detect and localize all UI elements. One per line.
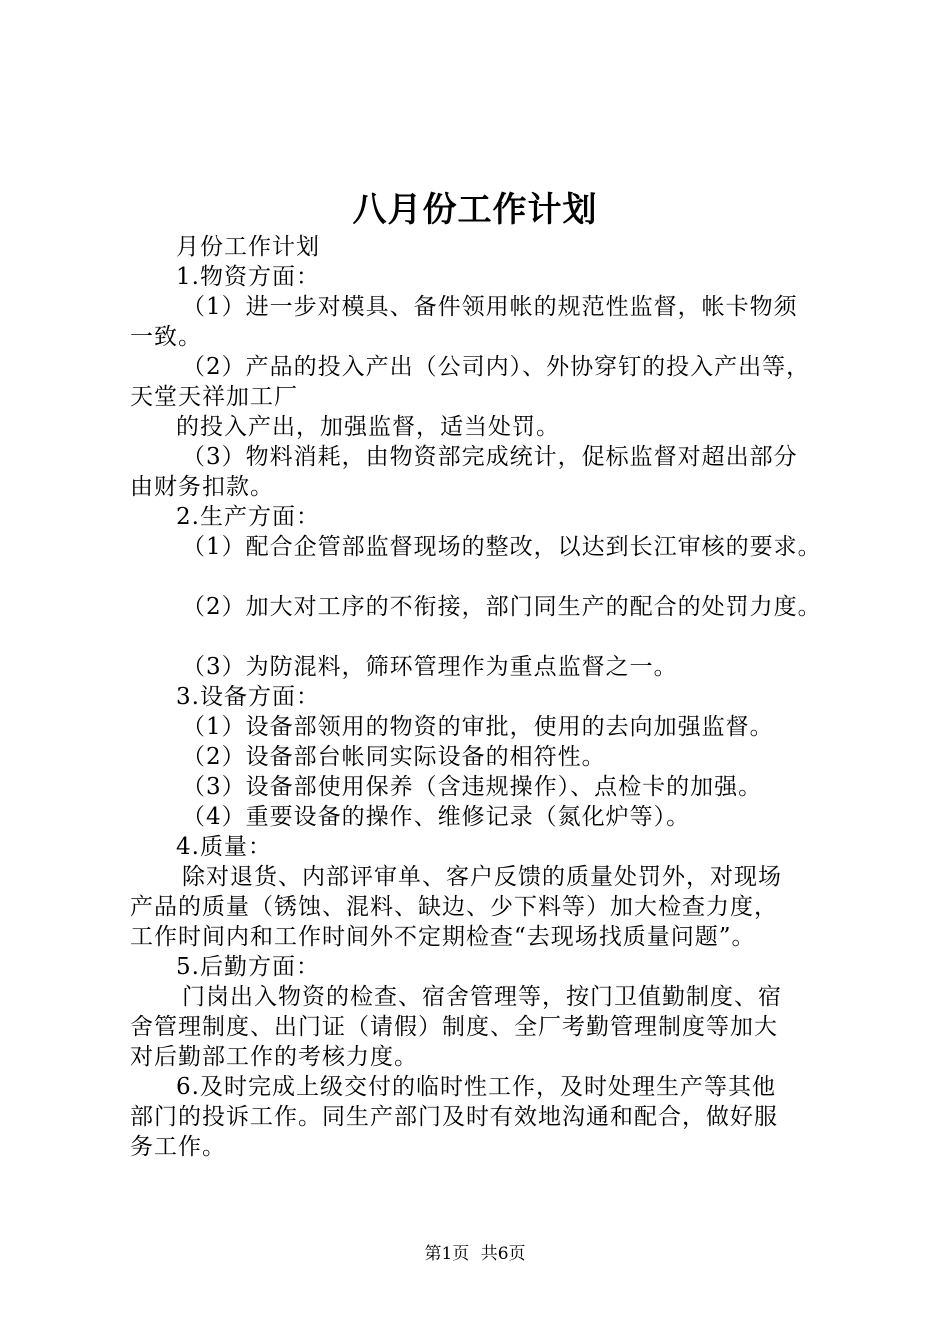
paragraph-line: 部门的投诉工作。同生产部门及时有效地沟通和配合，做好服 [130, 1104, 778, 1130]
paragraph-line: （1）设备部领用的物资的审批，使用的去向加强监督。 [182, 714, 774, 740]
paragraph-line: 由财务扣款。 [130, 474, 274, 500]
paragraph-line: 一致。 [130, 324, 202, 350]
paragraph-line: 务工作。 [130, 1134, 226, 1160]
paragraph-line: 舍管理制度、出门证（请假）制度、全厂考勤管理制度等加大 [130, 1014, 778, 1040]
paragraph-line: 门岗出入物资的检查、宿舍管理等，按门卫值勤制度、宿 [182, 984, 782, 1010]
paragraph-line: （2）产品的投入产出（公司内）、外协穿钉的投入产出等， [182, 354, 811, 380]
paragraph-line: 工作时间内和工作时间外不定期检查“去现场找质量问题”。 [130, 924, 756, 950]
page-total: 共6页 [480, 1244, 526, 1264]
section-heading: 4.质量： [176, 834, 272, 860]
paragraph-line: （1）进一步对模具、备件领用帐的规范性监督，帐卡物须 [182, 294, 798, 320]
paragraph-line: 的投入产出，加强监督，适当处罚。 [176, 414, 560, 440]
document-title: 八月份工作计划 [352, 190, 598, 230]
paragraph-line: （3）设备部使用保养（含违规操作）、点检卡的加强。 [182, 774, 763, 800]
document-body [130, 232, 845, 1162]
paragraph-line: 月份工作计划 [176, 234, 320, 260]
paragraph-line: （1）配合企管部监督现场的整改，以达到长江审核的要求。 [182, 534, 822, 560]
section-heading: 1.物资方面： [176, 264, 320, 290]
paragraph-line: 除对退货、内部评审单、客户反馈的质量处罚外，对现场 [182, 864, 782, 890]
paragraph-line: 产品的质量（锈蚀、混料、缺边、少下料等）加大检查力度， [130, 894, 778, 920]
paragraph-line: 天堂天祥加工厂 [130, 384, 298, 410]
spacer [130, 562, 845, 592]
section-heading: 5.后勤方面： [176, 954, 320, 980]
paragraph-line: （4）重要设备的操作、维修记录（氮化炉等）。 [182, 804, 691, 830]
paragraph-line: （3）为防混料，筛环管理作为重点监督之一。 [182, 654, 678, 680]
paragraph-line: （2）设备部台帐同实际设备的相符性。 [182, 744, 606, 770]
paragraph-line: （2）加大对工序的不衔接，部门同生产的配合的处罚力度。 [182, 594, 822, 620]
section-heading: 3.设备方面： [176, 684, 320, 710]
paragraph-line: （3）物料消耗，由物资部完成统计，促标监督对超出部分 [182, 444, 798, 470]
page-number: 第1页 [424, 1244, 470, 1264]
paragraph-line: 对后勤部工作的考核力度。 [130, 1044, 418, 1070]
section-heading: 2.生产方面： [176, 504, 320, 530]
section-heading: 6.及时完成上级交付的临时性工作，及时处理生产等其他 [176, 1074, 776, 1100]
spacer [130, 622, 845, 652]
page-footer [0, 1242, 950, 1266]
